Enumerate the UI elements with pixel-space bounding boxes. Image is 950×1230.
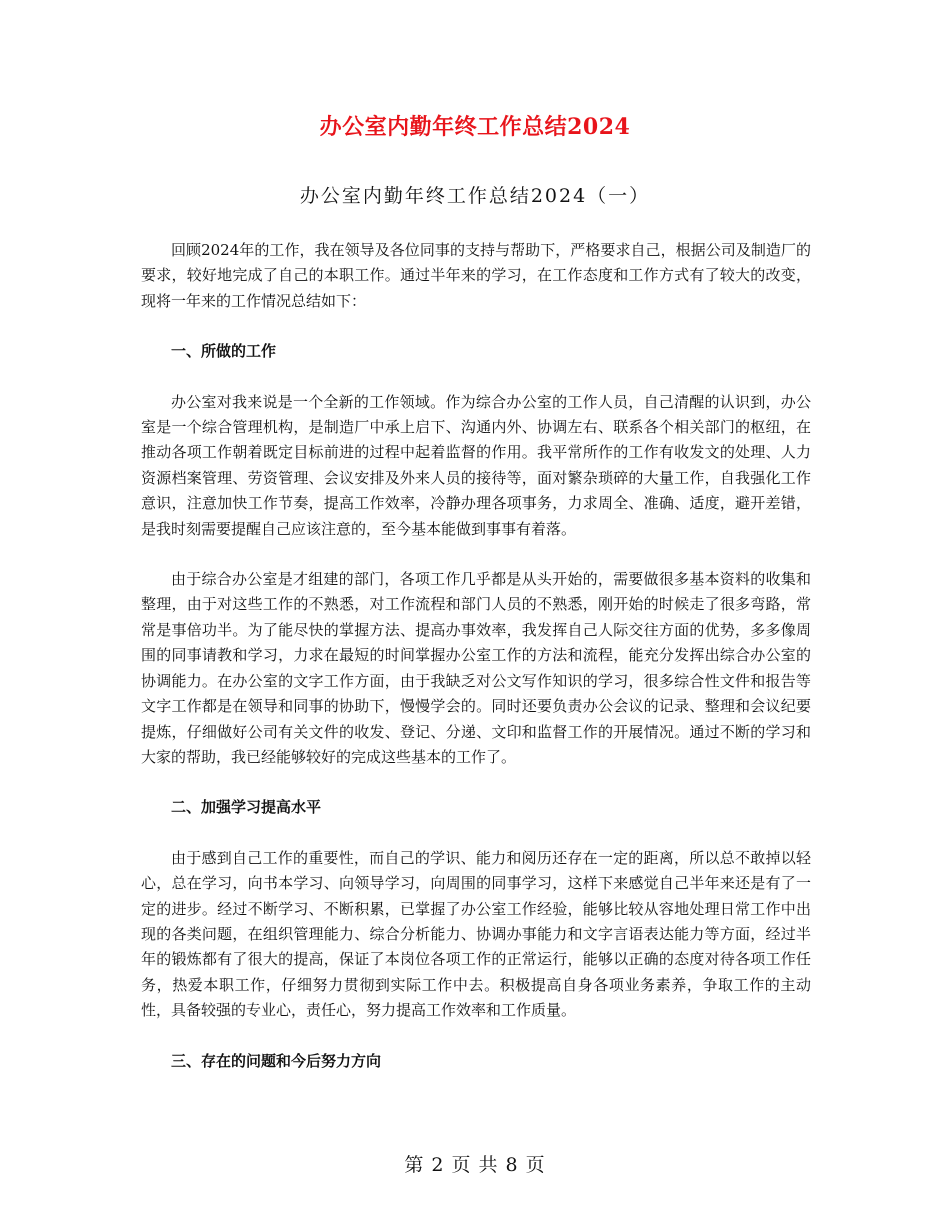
document-body bbox=[141, 238, 811, 1099]
section-1-paragraph-1: 办公室对我来说是一个全新的工作领域。作为综合办公室的工作人员，自己清醒的认识到，办公室是一个综合管理机构，是制造厂中承上启下、沟通内外、协调左右、联系各个相关部门的枢纽，在推动各项工作朝着既定目标前进的过程中起着监督的作用。我平常所作的工作有收发文的处理、人力资源档案管理、劳资管理、会议安排及外来人员的接待等，面对繁杂琐碎的大量工作，自我强化工作意识，注意加快工作节奏，提高工作效率，冷静办理各项事务，力求周全、准确、适度，避开差错，是我时刻需要提醒自己应该注意的，至今基本能做到事事有着落。 bbox=[141, 392, 811, 538]
document-title: 办公室内勤年终工作总结2024 bbox=[319, 114, 631, 140]
intro-paragraph: 回顾2024年的工作，我在领导及各位同事的支持与帮助下，严格要求自己，根据公司及制造厂的要求，较好地完成了自己的本职工作。通过半年来的学习，在工作态度和工作方式有了较大的改变，现将一年来的工作情况总结如下： bbox=[141, 241, 811, 310]
section-2-paragraph-1: 由于感到自己工作的重要性，而自己的学识、能力和阅历还存在一定的距离，所以总不敢掉以轻心，总在学习，向书本学习、向领导学习，向周围的同事学习，这样下来感觉自己半年来还是有了一定的进步。经过不断学习、不断积累，已掌握了办公室工作经验，能够比较从容地处理日常工作中出现的各类问题，在组织管理能力、综合分析能力、协调办事能力和文字言语表达能力等方面，经过半年的锻炼都有了很大的提高，保证了本岗位各项工作的正常运行，能够以正确的态度对待各项工作任务，热爱本职工作，仔细努力贯彻到实际工作中去。积极提高自身各项业务素养，争取工作的主动性，具备较强的专业心，责任心，努力提高工作效率和工作质量。 bbox=[141, 848, 811, 1020]
document-subtitle: 办公室内勤年终工作总结2024（一） bbox=[299, 185, 651, 207]
section-1-paragraph-2: 由于综合办公室是才组建的部门，各项工作几乎都是从头开始的，需要做很多基本资料的收集和整理，由于对这些工作的不熟悉，对工作流程和部门人员的不熟悉，刚开始的时候走了很多弯路，常常是事倍功半。为了能尽快的掌握方法、提高办事效率，我发挥自己人际交往方面的优势，多多像周围的同事请教和学习，力求在最短的时间掌握办公室工作的方法和流程，能充分发挥出综合办公室的协调能力。在办公室的文字工作方面，由于我缺乏对公文写作知识的学习，很多综合性文件和报告等文字工作都是在领导和同事的协助下，慢慢学会的。同时还要负责办公会议的记录、整理和会议纪要提炼，仔细做好公司有关文件的收发、登记、分递、文印和监督工作的开展情况。通过不断的学习和大家的帮助，我已经能够较好的完成这些基本的工作了。 bbox=[141, 570, 811, 766]
section-heading-1: 一、所做的工作 bbox=[171, 342, 277, 361]
section-heading-2: 二、加强学习提高水平 bbox=[171, 798, 322, 817]
page-number-footer: 第 2 页 共 8 页 bbox=[404, 1154, 546, 1176]
section-heading-3: 三、存在的问题和今后努力方向 bbox=[171, 1051, 382, 1070]
